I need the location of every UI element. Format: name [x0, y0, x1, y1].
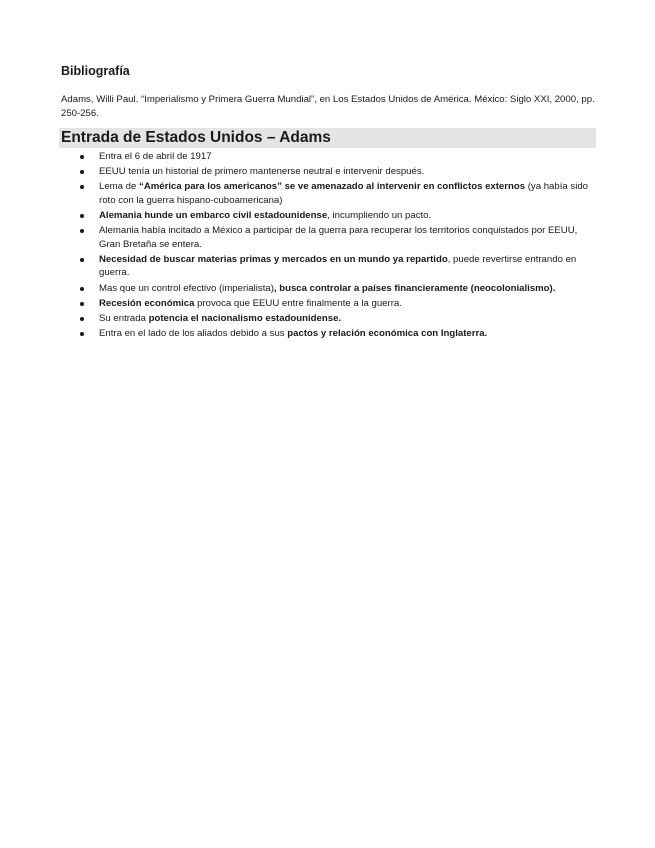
list-item-text: Entra en el lado de los aliados debido a sus	[99, 328, 288, 340]
list-item-bold-text: , busca controlar a países financieramente (neocolonialismo).	[273, 282, 556, 294]
bullet-icon	[80, 170, 84, 174]
list-item	[61, 282, 601, 296]
list-item	[61, 312, 601, 326]
bullet-icon	[80, 229, 84, 233]
list-item-bold-text: potencia el nacionalismo estadounidense.	[148, 313, 342, 324]
list-item-text: (ya había sido roto con la guerra hispano-cuboamericana)	[99, 181, 588, 206]
list-item-text: , incumpliendo un pacto.	[327, 210, 432, 222]
list-item-text: Entra el 6 de abril de 1917	[99, 151, 212, 162]
bibliography-heading: Bibliografía	[61, 64, 130, 78]
bullet-icon	[80, 185, 84, 189]
list-item-text: EEUU tenía un historial de primero mantenerse neutral e intervenir después.	[99, 166, 425, 178]
bullet-icon	[80, 302, 84, 306]
list-item-text: Lema de	[99, 181, 140, 193]
bullet-list	[61, 150, 601, 342]
list-item	[61, 297, 601, 311]
list-item-bold-text: Alemania hunde un embarco civil estadounidense	[99, 210, 328, 222]
list-item-bold-text: pactos y relación económica con Inglaterra.	[287, 328, 488, 340]
list-item-text: provoca que EEUU entre finalmente a la guerra.	[194, 297, 402, 309]
list-item	[61, 180, 601, 207]
list-item	[61, 224, 601, 251]
list-item	[61, 165, 601, 179]
bullet-icon	[80, 214, 84, 218]
list-item-text: Mas que un control efectivo (imperialista)	[99, 282, 274, 294]
bullet-icon	[80, 155, 84, 159]
section-heading: Entrada de Estados Unidos – Adams	[59, 128, 596, 148]
list-item-text: Su entrada	[99, 313, 149, 324]
bullet-icon	[80, 258, 84, 262]
bullet-icon	[80, 317, 84, 321]
list-item-bold-text: Recesión económica	[99, 297, 195, 309]
bullet-icon	[80, 332, 84, 336]
list-item	[61, 253, 601, 280]
list-item	[61, 150, 601, 164]
list-item-text: Alemania había incitado a México a participar de la guerra para recuperar los territorios conquistados por EEUU, Gran Bretaña se entera.	[99, 225, 578, 250]
list-item-text: , puede revertirse entrando en guerra.	[99, 253, 577, 279]
list-item	[61, 327, 601, 341]
list-item-bold-text: “América para los americanos” se ve amenazado al intervenir en conflictos externos	[139, 181, 526, 193]
bullet-icon	[80, 287, 84, 291]
bibliography-entry: Adams, Willi Paul. “Imperialismo y Primera Guerra Mundial”, en Los Estados Unidos de América. México: Siglo XXI, 2000, pp. 250-256.	[61, 94, 595, 119]
list-item	[61, 209, 601, 223]
list-item-bold-text: Necesidad de buscar materias primas y mercados en un mundo ya repartido	[99, 253, 448, 265]
